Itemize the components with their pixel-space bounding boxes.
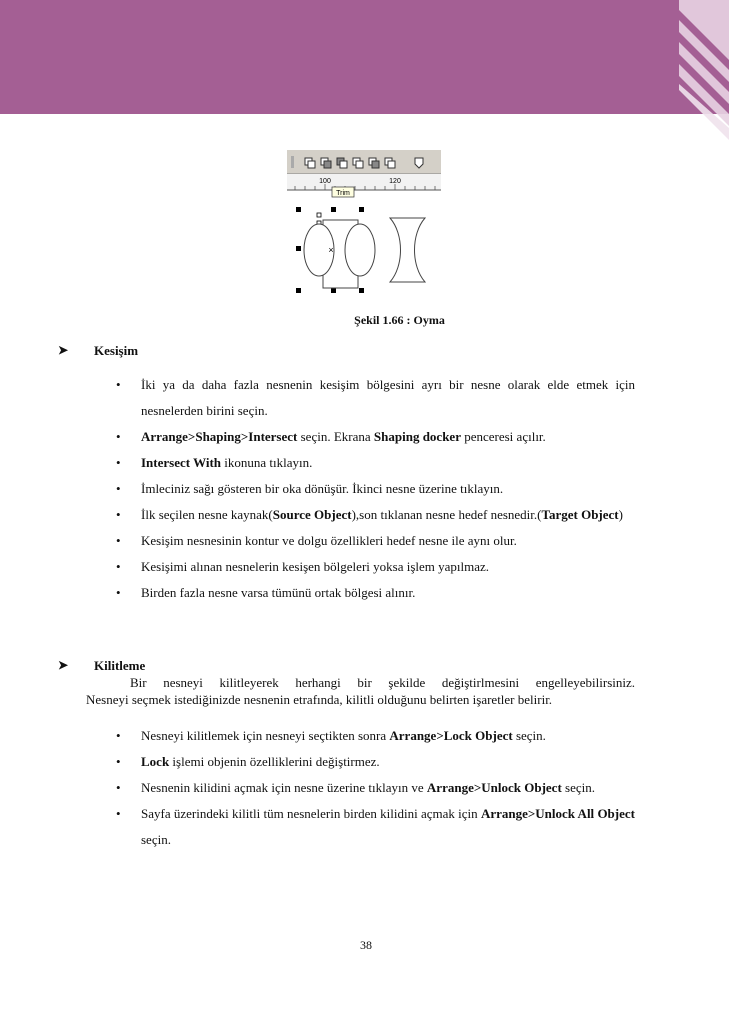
list-item (108, 554, 635, 580)
page-number: 38 (360, 938, 372, 952)
bullet-icon: • (116, 585, 121, 600)
list-item (108, 450, 635, 476)
list-item-text: Arrange>Shaping>Intersect seçin. Ekrana Shaping docker penceresi açılır. (141, 429, 546, 444)
bullet-icon: • (116, 754, 121, 769)
list-item (108, 580, 635, 606)
list-item-text: Birden fazla nesne varsa tümünü ortak bölgesi alınır. (141, 585, 416, 600)
list-item-text: Nesnenin kilidini açmak için nesne üzerine tıklayın ve Arrange>Unlock Object seçin. (141, 780, 595, 795)
paragraph-line-1: Bir nesneyi kilitleyerek herhangi bir şekilde değiştirlmesini engelleyebilirsiniz. (130, 675, 635, 690)
ruler-label-120: 120 (389, 178, 401, 185)
list-item (108, 528, 635, 554)
list-item-text: İmleciniz sağı gösteren bir oka dönüşür. İkinci nesne üzerine tıklayın. (141, 481, 504, 496)
arrow-bullet-icon: ➤ (58, 343, 69, 357)
trim-figure (287, 150, 441, 302)
bullet-icon: • (116, 533, 121, 548)
list-item-text: Kesişimi alınan nesnelerin kesişen bölgeleri yoksa işlem yapılmaz. (141, 559, 490, 574)
ruler-label-100: 100 (319, 178, 331, 185)
bullet-icon: • (116, 481, 121, 496)
list-item (108, 424, 635, 450)
heading-text: Kilitleme (94, 658, 146, 673)
header-banner (0, 0, 729, 114)
list-item-text: Nesneyi kilitlemek için nesneyi seçtikten sonra Arrange>Lock Object seçin. (141, 728, 546, 743)
kesisim-list (108, 372, 635, 606)
figure-caption: Şekil 1.66 : Oyma (354, 313, 445, 327)
bullet-icon: • (116, 806, 121, 821)
list-item-text: Intersect With ikonuna tıklayın. (141, 455, 313, 470)
list-item (108, 476, 635, 502)
heading-text: Kesişim (94, 343, 139, 358)
list-item (108, 775, 635, 801)
kilitleme-paragraph (86, 674, 635, 708)
bullet-icon: • (116, 728, 121, 743)
bullet-icon: • (116, 455, 121, 470)
arrow-bullet-icon: ➤ (58, 658, 69, 672)
paragraph-line-2: Nesneyi seçmek istediğinizde nesnenin etrafında, kilitli olduğunu belirten işaretler belirir. (86, 692, 553, 707)
bullet-icon: • (116, 429, 121, 444)
svg-text:×: × (328, 245, 334, 255)
corner-stripes (679, 0, 729, 140)
list-item (108, 372, 635, 424)
list-item (108, 749, 635, 775)
trim-tooltip: Trim (336, 190, 350, 197)
list-item-text: Kesişim nesnesinin kontur ve dolgu özellikleri hedef nesne ile aynı olur. (141, 533, 517, 548)
list-item-text: İlk seçilen nesne kaynak(Source Object),son tıklanan nesne hedef nesnedir.(Target Object) (141, 507, 623, 522)
kilitleme-list (108, 723, 635, 853)
section-heading-kilitleme (58, 658, 146, 674)
bullet-icon: • (116, 559, 121, 574)
bullet-icon: • (116, 780, 121, 795)
list-item (108, 502, 635, 528)
list-item (108, 801, 635, 853)
list-item-text: Lock işlemi objenin özelliklerini değiştirmez. (141, 754, 380, 769)
list-item-text: İki ya da daha fazla nesnenin kesişim bölgesini ayrı bir nesne olarak elde etmek için nesnelerden birini seçin. (141, 377, 635, 418)
section-heading-kesisim (58, 343, 139, 359)
list-item-text: Sayfa üzerindeki kilitli tüm nesnelerin birden kilidini açmak için Arrange>Unlock All Object seçin. (141, 806, 635, 847)
bullet-icon: • (116, 377, 121, 392)
bullet-icon: • (116, 507, 121, 522)
list-item (108, 723, 635, 749)
